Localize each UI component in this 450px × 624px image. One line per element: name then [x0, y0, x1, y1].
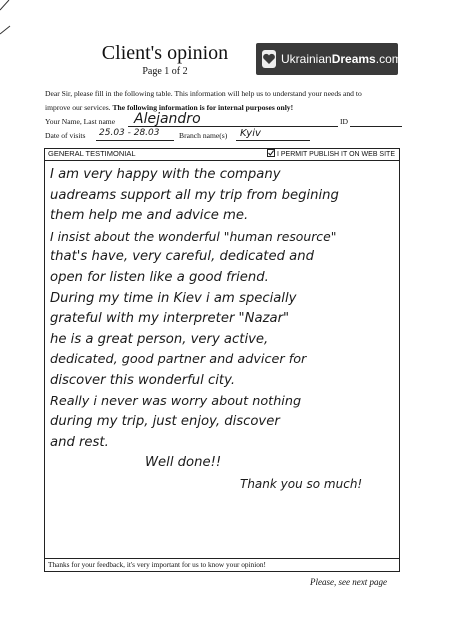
testimonial-line: discover this wonderful city. — [50, 372, 236, 388]
testimonial-text — [50, 165, 395, 495]
permit-publish — [267, 149, 395, 158]
permit-label: I PERMIT PUBLISH IT ON WEB SITE — [277, 151, 395, 158]
brand-logo — [256, 43, 402, 75]
testimonial-line: dedicated, good partner and advicer for — [50, 352, 307, 368]
testimonial-line: During my time in Kiev i am specially — [50, 290, 297, 306]
name-label: Your Name, Last name — [45, 117, 116, 126]
testimonial-line: Thank you so much! — [240, 476, 363, 491]
id-field-line[interactable] — [350, 126, 402, 127]
testimonial-line: that's have, very careful, dedicated and — [50, 249, 314, 265]
testimonial-line: I insist about the wonderful "human resource" — [50, 228, 337, 244]
testimonial-line: Well done!! — [145, 455, 222, 471]
testimonial-line: Really i never was worry about nothing — [50, 393, 302, 409]
date-field-line — [96, 140, 174, 141]
branch-field-line — [236, 140, 310, 141]
check-icon — [268, 150, 274, 156]
feedback-bar — [45, 558, 399, 571]
heart-icon — [262, 50, 276, 68]
logo-text: UkrainianDreams.com — [281, 52, 402, 66]
testimonial-line: open for listen like a good friend. — [50, 269, 269, 285]
testimonial-line: and rest. — [50, 434, 109, 450]
permit-checkbox[interactable] — [267, 149, 275, 157]
testimonial-line: uadreams support all my trip from begining — [50, 187, 339, 203]
testimonial-line: grateful with my interpreter "Nazar" — [50, 311, 290, 327]
next-page-note: Please, see next page — [310, 577, 387, 587]
branch-label: Branch name(s) — [179, 131, 228, 140]
id-label: ID — [340, 117, 349, 126]
testimonial-line: I am very happy with the company — [50, 167, 281, 182]
page-number: Page 1 of 2 — [142, 66, 188, 77]
testimonial-line: them help me and advice me. — [50, 208, 249, 224]
testimonial-label: GENERAL TESTIMONIAL — [48, 149, 136, 158]
intro-line-2: improve our services. The following information is for internal purposes only! — [45, 103, 294, 112]
testimonial-header — [45, 149, 399, 161]
branch-field[interactable]: Kyiv — [240, 128, 261, 139]
intro-text — [45, 87, 405, 115]
feedback-thanks: Thanks for your feedback, it's very important for us to know your opinion! — [48, 560, 266, 569]
corner-mark — [0, 0, 40, 40]
name-field[interactable]: Alejandro — [134, 111, 201, 127]
date-label: Date of visits — [45, 131, 86, 140]
testimonial-line: during my trip, just enjoy, discover — [50, 414, 280, 430]
date-field[interactable]: 25.03 - 28.03 — [99, 128, 160, 138]
intro-line-1: Dear Sir, please fill in the following table. This information will help us to understand your needs and to — [45, 89, 362, 98]
testimonial-line: he is a great person, very active, — [50, 331, 269, 347]
testimonial-box — [44, 148, 400, 572]
page-title: Client's opinion — [101, 42, 229, 64]
